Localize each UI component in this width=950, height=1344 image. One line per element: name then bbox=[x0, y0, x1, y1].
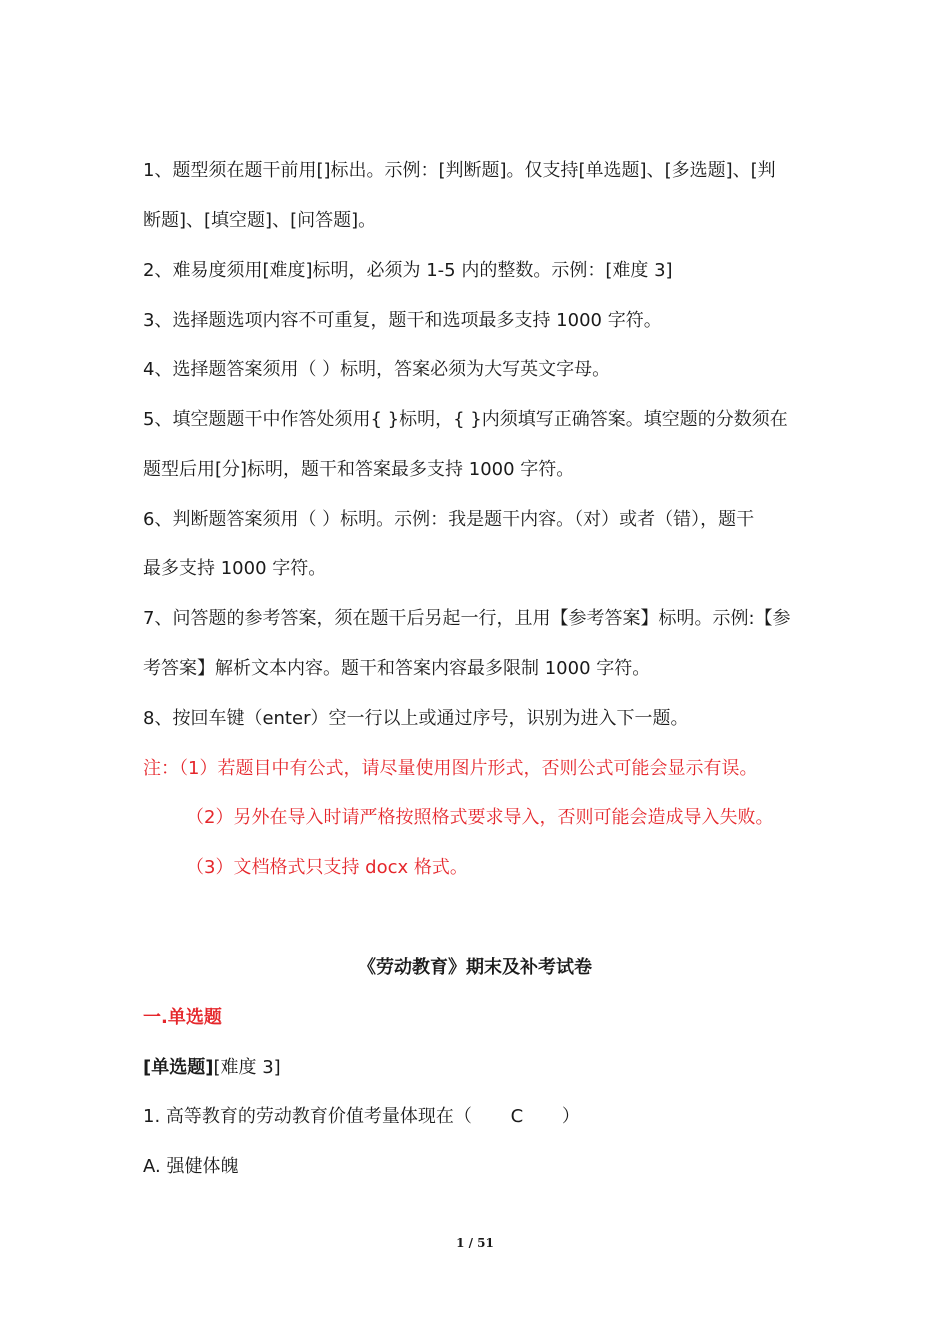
instruction-line-6-cont: 最多支持 1000 字符。 bbox=[143, 558, 327, 579]
instruction-line-5: 5、填空题题干中作答处须用{ }标明，{ }内须填写正确答案。填空题的分数须在 bbox=[143, 409, 788, 430]
instruction-line-7: 7、问答题的参考答案，须在题干后另起一行，且用【参考答案】标明。示例:【参 bbox=[143, 608, 791, 629]
instruction-line-1-cont: 断题]、[填空题]、[问答题]。 bbox=[143, 210, 377, 231]
difficulty-label: [难度 3] bbox=[213, 1057, 281, 1078]
instruction-line-8: 8、按回车键（enter）空一行以上或通过序号，识别为进入下一题。 bbox=[143, 708, 689, 729]
section-heading: 一.单选题 bbox=[143, 1007, 222, 1028]
instruction-line-6: 6、判断题答案须用（ ）标明。示例：我是题干内容。（对）或者（错），题干 bbox=[143, 509, 755, 530]
instruction-line-7-cont: 考答案】解析文本内容。题干和答案内容最多限制 1000 字符。 bbox=[143, 658, 651, 679]
question-close-paren: ） bbox=[561, 1106, 580, 1127]
note-line-2: （2）另外在导入时请严格按照格式要求导入，否则可能会造成导入失败。 bbox=[186, 807, 774, 828]
instruction-line-3: 3、选择题选项内容不可重复，题干和选项最多支持 1000 字符。 bbox=[143, 310, 662, 331]
question-answer: C bbox=[510, 1106, 524, 1127]
instruction-line-5-cont: 题型后用[分]标明，题干和答案最多支持 1000 字符。 bbox=[143, 459, 575, 480]
instruction-line-1: 1、题型须在题干前用[]标出。示例：[判断题]。仅支持[单选题]、[多选题]、[判 bbox=[143, 160, 776, 181]
question-1 bbox=[143, 1105, 823, 1129]
question-meta bbox=[143, 1056, 823, 1080]
note-line-3: （3）文档格式只支持 docx 格式。 bbox=[186, 857, 468, 878]
instruction-line-2: 2、难易度须用[难度]标明，必须为 1-5 内的整数。示例：[难度 3] bbox=[143, 260, 673, 281]
page-number: 1 / 51 bbox=[456, 1236, 494, 1250]
option-a: A. 强健体魄 bbox=[143, 1156, 239, 1177]
exam-title: 《劳动教育》期末及补考试卷 bbox=[358, 957, 592, 978]
question-type-label: [单选题] bbox=[143, 1057, 214, 1078]
note-line-1: 注：（1）若题目中有公式，请尽量使用图片形式，否则公式可能会显示有误。 bbox=[143, 758, 758, 779]
question-stem: 1. 高等教育的劳动教育价值考量体现在（ bbox=[143, 1106, 472, 1127]
instruction-line-4: 4、选择题答案须用（ ）标明，答案必须为大写英文字母。 bbox=[143, 359, 611, 380]
